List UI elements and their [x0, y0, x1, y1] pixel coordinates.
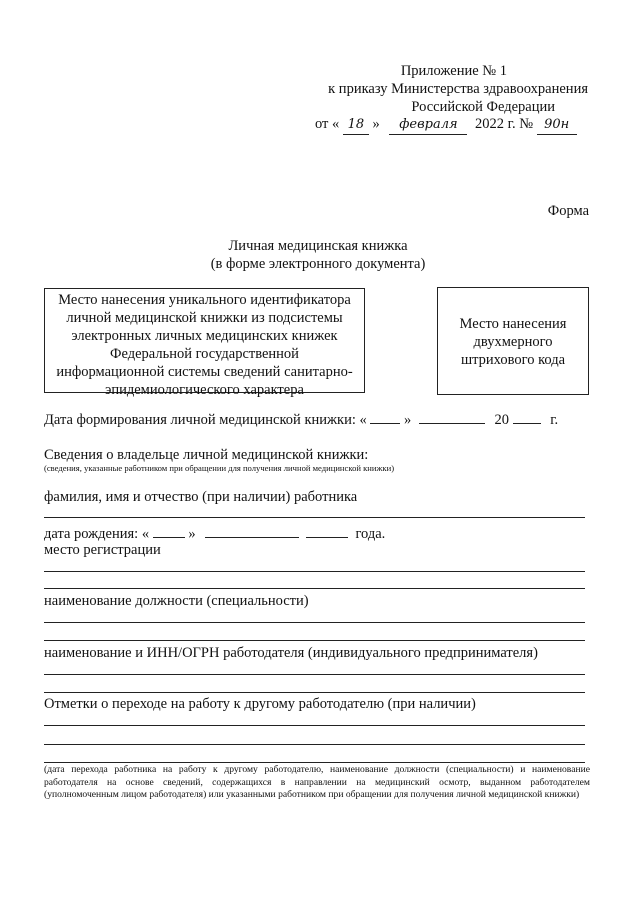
dob-month-field[interactable]	[205, 524, 299, 538]
id-box-line: электронных личных медицинских книжек	[71, 328, 338, 344]
formation-year-prefix: 20	[494, 412, 509, 428]
form-label: Форма	[547, 203, 589, 219]
barcode-box	[437, 287, 589, 395]
document-subtitle: (в форме электронного документа)	[210, 256, 426, 272]
id-box-line: личной медицинской книжки из подсистемы	[66, 310, 343, 326]
fio-label: фамилия, имя и отчество (при наличии) работника	[44, 489, 358, 505]
formation-year-field[interactable]	[513, 410, 541, 424]
transfer-input-line-2[interactable]	[44, 744, 585, 745]
formation-year-suffix: г.	[550, 412, 559, 428]
dob-label: дата рождения: «	[44, 526, 150, 542]
employer-label: наименование и ИНН/ОГРН работодателя (индивидуального предпринимателя)	[44, 645, 538, 661]
position-label: наименование должности (специальности)	[44, 593, 309, 609]
registration-input-line-1[interactable]	[44, 571, 585, 572]
registration-label: место регистрации	[44, 542, 161, 558]
fio-input-line[interactable]	[44, 517, 585, 518]
transfer-input-line-1[interactable]	[44, 725, 585, 726]
russian-federation: Российской Федерации	[411, 99, 555, 115]
date-mid: »	[372, 116, 380, 132]
date-month: февраля	[389, 116, 467, 135]
formation-quote-close: »	[403, 412, 412, 428]
appendix-number: Приложение № 1	[400, 63, 507, 79]
transfer-footnote: (дата перехода работника на работу к другому работодателю, наименование должности (специальности) и наименование работодателя на основе сведений, содержащихся в направлении на медицинский осмотр, выданном работодателем (уполномоченным лицом работодателя) или указанными работником при обращении для получения личной медицинской книжки)	[44, 764, 590, 800]
formation-date-label: Дата формирования личной медицинской книжки: «	[44, 412, 367, 428]
order-ministry: к приказу Министерства здравоохранения	[328, 81, 588, 97]
order-date-line	[315, 115, 577, 135]
position-input-line-2[interactable]	[44, 640, 585, 641]
formation-day-field[interactable]	[370, 410, 400, 424]
dob-year-field[interactable]	[306, 524, 348, 538]
barcode-box-line: двухмерного	[473, 334, 553, 350]
document-title: Личная медицинская книжка	[228, 238, 408, 254]
order-number: 90н	[537, 116, 577, 135]
barcode-box-line: Место нанесения	[459, 316, 567, 332]
formation-month-field[interactable]	[419, 410, 485, 424]
date-year: 2022 г. №	[475, 116, 534, 132]
transfer-input-line-3[interactable]	[44, 762, 585, 763]
position-input-line-1[interactable]	[44, 622, 585, 623]
owner-note: (сведения, указанные работником при обращении для получения личной медицинской книжки)	[44, 463, 395, 473]
dob-quote-close: »	[188, 526, 196, 542]
employer-input-line-1[interactable]	[44, 674, 585, 675]
registration-input-line-2[interactable]	[44, 588, 585, 589]
dob-day-field[interactable]	[153, 524, 185, 538]
barcode-box-line: штрихового кода	[460, 352, 566, 368]
transfer-label: Отметки о переходе на работу к другому работодателю (при наличии)	[44, 696, 476, 712]
id-box-line: Федеральной государственной	[110, 346, 299, 362]
date-prefix: от «	[315, 116, 340, 132]
id-box-line: эпидемиологического характера	[105, 382, 304, 398]
employer-input-line-2[interactable]	[44, 692, 585, 693]
owner-heading: Сведения о владельце личной медицинской книжки:	[44, 447, 369, 463]
id-box-line: информационной системы сведений санитарно-	[56, 364, 353, 380]
identifier-box	[44, 288, 365, 398]
dob-suffix: года.	[355, 526, 386, 542]
date-day: 18	[343, 116, 369, 135]
formation-date-line	[44, 410, 558, 429]
id-box-line: Место нанесения уникального идентификатора	[58, 292, 351, 308]
